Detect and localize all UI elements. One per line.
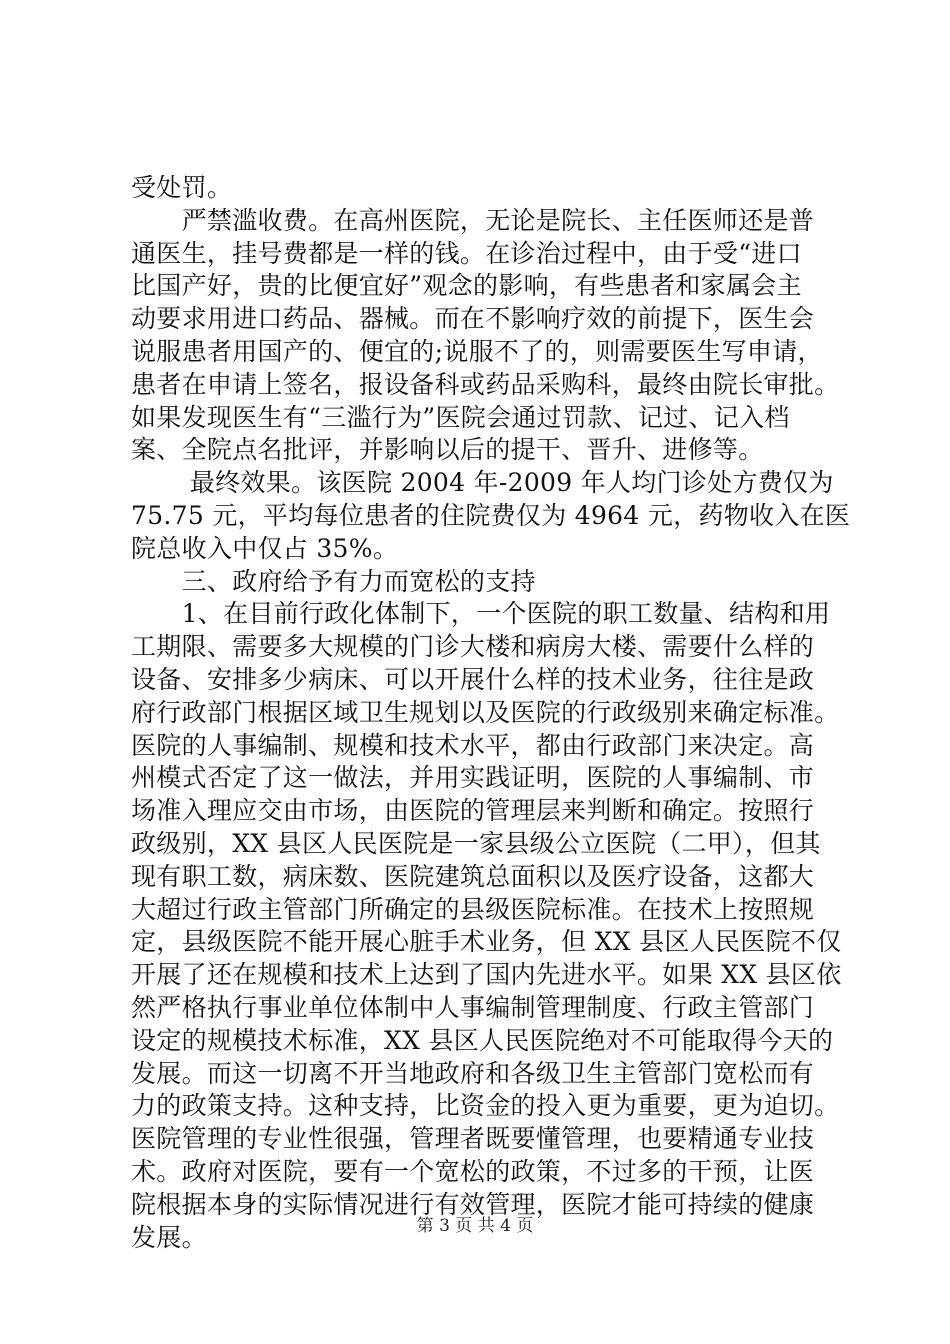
text-line: 然严格执行事业单位体制中人事编制管理制度、行政主管部门 xyxy=(131,992,815,1022)
text-line: 医院的人事编制、规模和技术水平，都由行政部门来决定。高 xyxy=(131,730,815,760)
text-line: 场准入理应交由市场，由医院的管理层来判断和确定。按照行 xyxy=(131,796,815,826)
text-line: 现有职工数，病床数、医院建筑总面积以及医疗设备，这都大 xyxy=(131,861,815,891)
text-line: 府行政部门根据区域卫生规划以及医院的行政级别来确定标准。 xyxy=(131,697,840,727)
text-line: 院总收入中仅占 35%。 xyxy=(131,533,399,563)
text-line: 严禁滥收费。在高州医院，无论是院长、主任医师还是普 xyxy=(131,205,815,235)
text-line: 院根据本身的实际情况进行有效管理，医院才能可持续的健康 xyxy=(131,1189,815,1219)
text-line: 发展。而这一切离不开当地政府和各级卫生主管部门宽松而有 xyxy=(131,1058,815,1088)
text-line: 如果发现医生有“三滥行为”医院会通过罚款、记过、记入档 xyxy=(131,402,790,432)
page-number-label: 第 3 页 共 4 页 xyxy=(416,1216,534,1236)
text-line: 设定的规模技术标准，XX 县区人民医院绝对不可能取得今天的 xyxy=(131,1025,834,1055)
text-line: 力的政策支持。这种支持，比资金的投入更为重要，更为迫切。 xyxy=(131,1091,840,1121)
text-line: 开展了还在规模和技术上达到了国内先进水平。如果 XX 县区依 xyxy=(131,960,842,990)
text-line: 州模式否定了这一做法，并用实践证明，医院的人事编制、市 xyxy=(131,763,815,793)
text-line: 设备、安排多少病床、可以开展什么样的技术业务，往往是政 xyxy=(131,664,815,694)
section-heading: 三、政府给予有力而宽松的支持 xyxy=(131,566,536,596)
text-line: 受处罚。 xyxy=(131,173,233,202)
text-line: 大超过行政主管部门所确定的县级医院标准。在技术上按照规 xyxy=(131,894,815,924)
text-line: 案、全院点名批评，并影响以后的提干、晋升、进修等。 xyxy=(131,435,764,465)
text-line: 发展。 xyxy=(131,1222,207,1252)
text-line: 工期限、需要多大规模的门诊大楼和病房大楼、需要什么样的 xyxy=(131,632,815,662)
text-line: 最终效果。该医院 2004 年-2009 年人均门诊处方费仅为 xyxy=(131,468,834,498)
text-line: 动要求用进口药品、器械。而在不影响疗效的前提下，医生会 xyxy=(131,304,815,334)
text-line: 政级别，XX 县区人民医院是一家县级公立医院（二甲），但其 xyxy=(131,828,821,858)
page-footer xyxy=(0,1214,950,1238)
text-line: 医院管理的专业性很强，管理者既要懂管理，也要精通专业技 xyxy=(131,1124,815,1154)
text-line: 定，县级医院不能开展心脏手术业务，但 XX 县区人民医院不仅 xyxy=(131,927,842,957)
body-text xyxy=(131,172,851,1254)
text-line: 说服患者用国产的、便宜的;说服不了的，则需要医生写申请， xyxy=(131,336,823,366)
text-line: 75.75 元，平均每位患者的住院费仅为 4964 元，药物收入在医 xyxy=(131,500,851,530)
text-line: 术。政府对医院，要有一个宽松的政策，不过多的干预，让医 xyxy=(131,1156,815,1186)
text-line: 1、在目前行政化体制下，一个医院的职工数量、结构和用 xyxy=(131,599,831,629)
text-line: 通医生，挂号费都是一样的钱。在诊治过程中，由于受“进口 xyxy=(131,238,802,268)
text-line: 患者在申请上签名，报设备科或药品采购科，最终由院长审批。 xyxy=(131,369,840,399)
text-line: 比国产好，贵的比便宜好”观念的影响，有些患者和家属会主 xyxy=(131,271,802,301)
